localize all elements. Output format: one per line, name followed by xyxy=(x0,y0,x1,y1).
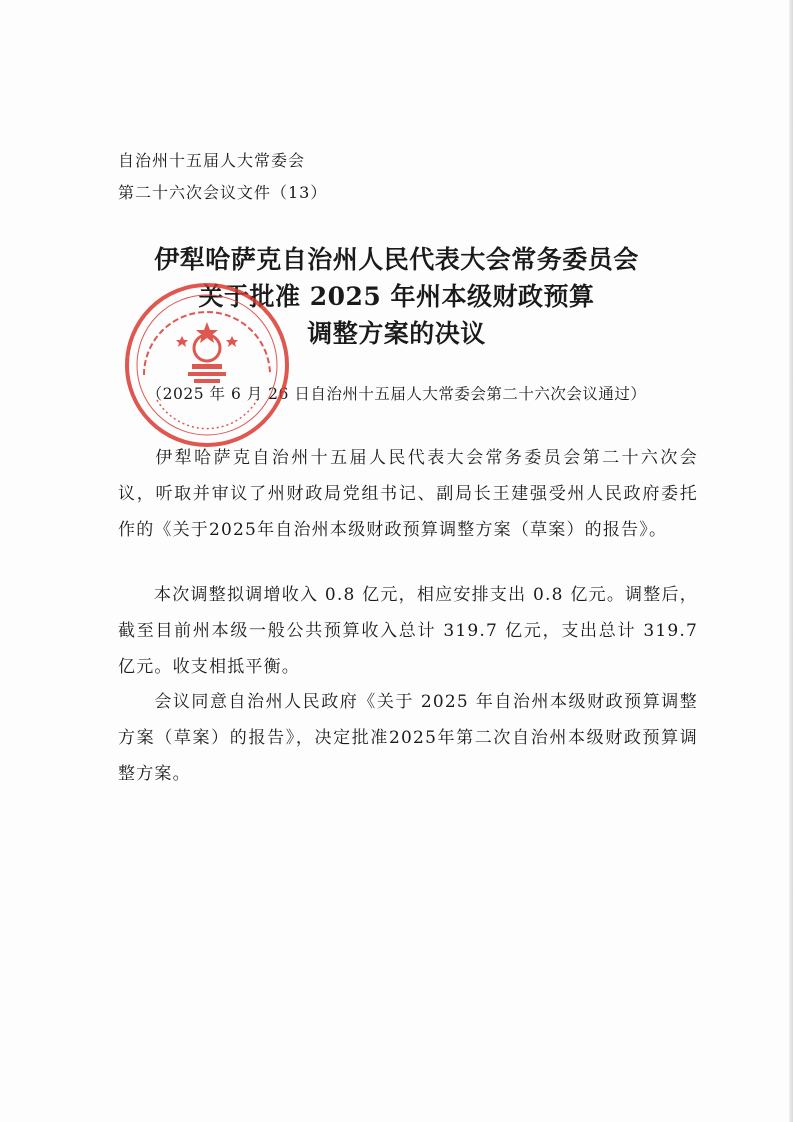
adoption-date-note: （2025 年 6 月 26 日自治州十五届人大常委会第二十六次会议通过） xyxy=(146,385,647,403)
paragraph-3 xyxy=(118,684,698,792)
title-line-2: 关于批准 2025 年州本级财政预算 xyxy=(198,282,595,311)
title-line-1: 伊犁哈萨克自治州人民代表大会常务委员会 xyxy=(154,245,639,274)
paragraph-1-text: 伊犁哈萨克自治州十五届人民代表大会常务委员会第二十六次会议，听取并审议了州财政局党组书记、副局长王建强受州人民政府委托作的《关于2025年自治州本级财政预算调整方案（草案）的报告》。 xyxy=(118,448,698,540)
paragraph-2-text: 本次调整拟调增收入 0.8 亿元，相应安排支出 0.8 亿元。调整后，截至目前州本级一般公共预算收入总计 319.7 亿元，支出总计 319.7 亿元。收支相抵平衡。 xyxy=(118,585,698,677)
paragraph-1 xyxy=(118,440,698,548)
scan-edge xyxy=(789,0,793,1122)
official-seal-icon xyxy=(122,280,292,450)
header-issuer: 自治州十五届人大常委会 xyxy=(118,151,306,170)
title-line-3: 调整方案的决议 xyxy=(307,319,486,348)
header-file-number: 第二十六次会议文件（13） xyxy=(118,183,328,202)
paragraph-3-text: 会议同意自治州人民政府《关于 2025 年自治州本级财政预算调整方案（草案）的报告》，决定批准2025年第二次自治州本级财政预算调整方案。 xyxy=(118,692,698,784)
paragraph-2 xyxy=(118,577,698,685)
